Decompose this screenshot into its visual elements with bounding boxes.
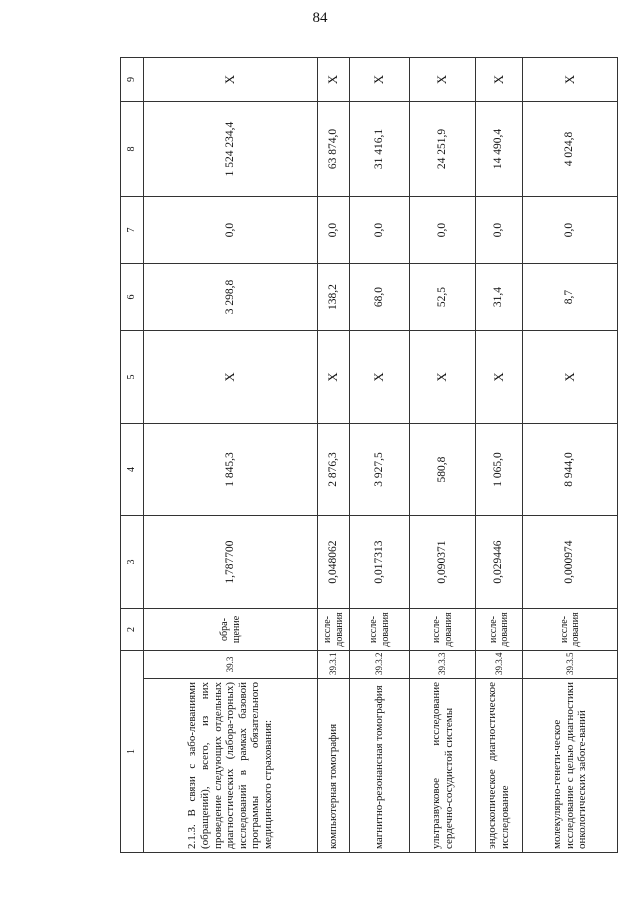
cell-col-7: 0,0: [476, 197, 523, 264]
rotated-table-container: [120, 58, 612, 853]
cell-col-9: X: [350, 58, 410, 102]
cell-col-4: 2 876,3: [318, 424, 350, 516]
row-code: 39.3: [144, 651, 318, 679]
column-number-5: 5: [121, 331, 144, 424]
row-code: 39.3.5: [523, 651, 618, 679]
cell-col-6: 31,4: [476, 264, 523, 331]
page-number: 84: [312, 10, 328, 26]
column-number-row: [121, 58, 144, 853]
cell-col-8: 4 024,8: [523, 102, 618, 197]
row-name: эндоскопическое диагностическое исследование: [476, 679, 523, 853]
cell-col-5: X: [350, 331, 410, 424]
cell-col-6: 138,2: [318, 264, 350, 331]
cell-col-6: 68,0: [350, 264, 410, 331]
row-name: молекулярно-генети-ческое исследование с целью диагностики онкологических забоге-ваний: [523, 679, 618, 853]
cell-col-3: 0,090371: [410, 516, 476, 609]
table-row: [410, 58, 476, 853]
cell-col-9: X: [476, 58, 523, 102]
cell-col-7: 0,0: [523, 197, 618, 264]
row-unit: иссле-дования: [410, 609, 476, 651]
table-row: [476, 58, 523, 853]
row-unit: иссле-дования: [476, 609, 523, 651]
cell-col-5: X: [410, 331, 476, 424]
cell-col-3: 0,017313: [350, 516, 410, 609]
column-number-6: 6: [121, 264, 144, 331]
row-unit: иссле-дования: [350, 609, 410, 651]
cell-col-9: X: [144, 58, 318, 102]
cell-col-8: 63 874,0: [318, 102, 350, 197]
data-table: [120, 57, 618, 853]
cell-col-4: 1 065,0: [476, 424, 523, 516]
cell-col-3: 1,787700: [144, 516, 318, 609]
row-code: 39.3.1: [318, 651, 350, 679]
column-number-1: 1: [121, 651, 144, 853]
table-row: [318, 58, 350, 853]
cell-col-6: 52,5: [410, 264, 476, 331]
row-code: 39.3.4: [476, 651, 523, 679]
row-unit: обра-щение: [144, 609, 318, 651]
cell-col-8: 14 490,4: [476, 102, 523, 197]
column-number-2: 2: [121, 609, 144, 651]
table-row: [144, 58, 318, 853]
column-number-3: 3: [121, 516, 144, 609]
cell-col-7: 0,0: [144, 197, 318, 264]
row-name: компьютерная томография: [318, 679, 350, 853]
table-row: [523, 58, 618, 853]
cell-col-4: 1 845,3: [144, 424, 318, 516]
cell-col-3: 0,000974: [523, 516, 618, 609]
cell-col-4: 3 927,5: [350, 424, 410, 516]
cell-col-6: 8,7: [523, 264, 618, 331]
row-name: ультразвуковое исследование сердечно-сосудистой системы: [410, 679, 476, 853]
cell-col-5: X: [523, 331, 618, 424]
cell-col-9: X: [523, 58, 618, 102]
cell-col-8: 31 416,1: [350, 102, 410, 197]
cell-col-7: 0,0: [318, 197, 350, 264]
cell-col-3: 0,029446: [476, 516, 523, 609]
table-row: [350, 58, 410, 853]
column-number-9: 9: [121, 58, 144, 102]
cell-col-8: 1 524 234,4: [144, 102, 318, 197]
cell-col-4: 8 944,0: [523, 424, 618, 516]
cell-col-7: 0,0: [410, 197, 476, 264]
cell-col-5: X: [144, 331, 318, 424]
cell-col-9: X: [318, 58, 350, 102]
row-code: 39.3.3: [410, 651, 476, 679]
row-code: 39.3.2: [350, 651, 410, 679]
cell-col-5: X: [476, 331, 523, 424]
column-number-7: 7: [121, 197, 144, 264]
cell-col-8: 24 251,9: [410, 102, 476, 197]
cell-col-3: 0,048062: [318, 516, 350, 609]
row-unit: иссле-дования: [318, 609, 350, 651]
column-number-4: 4: [121, 424, 144, 516]
cell-col-9: X: [410, 58, 476, 102]
column-number-8: 8: [121, 102, 144, 197]
cell-col-5: X: [318, 331, 350, 424]
cell-col-4: 580,8: [410, 424, 476, 516]
cell-col-6: 3 298,8: [144, 264, 318, 331]
cell-col-7: 0,0: [350, 197, 410, 264]
row-name: магнитно-резонансная томография: [350, 679, 410, 853]
row-name: 2.1.3. В связи с забо-леваниями (обращений), всего, из них проведение следующих отдельных диагностических (лабора-торных) исследований в рамках базовой программы обязательного медицинского страхования:: [144, 679, 318, 853]
row-unit: иссле-дования: [523, 609, 618, 651]
